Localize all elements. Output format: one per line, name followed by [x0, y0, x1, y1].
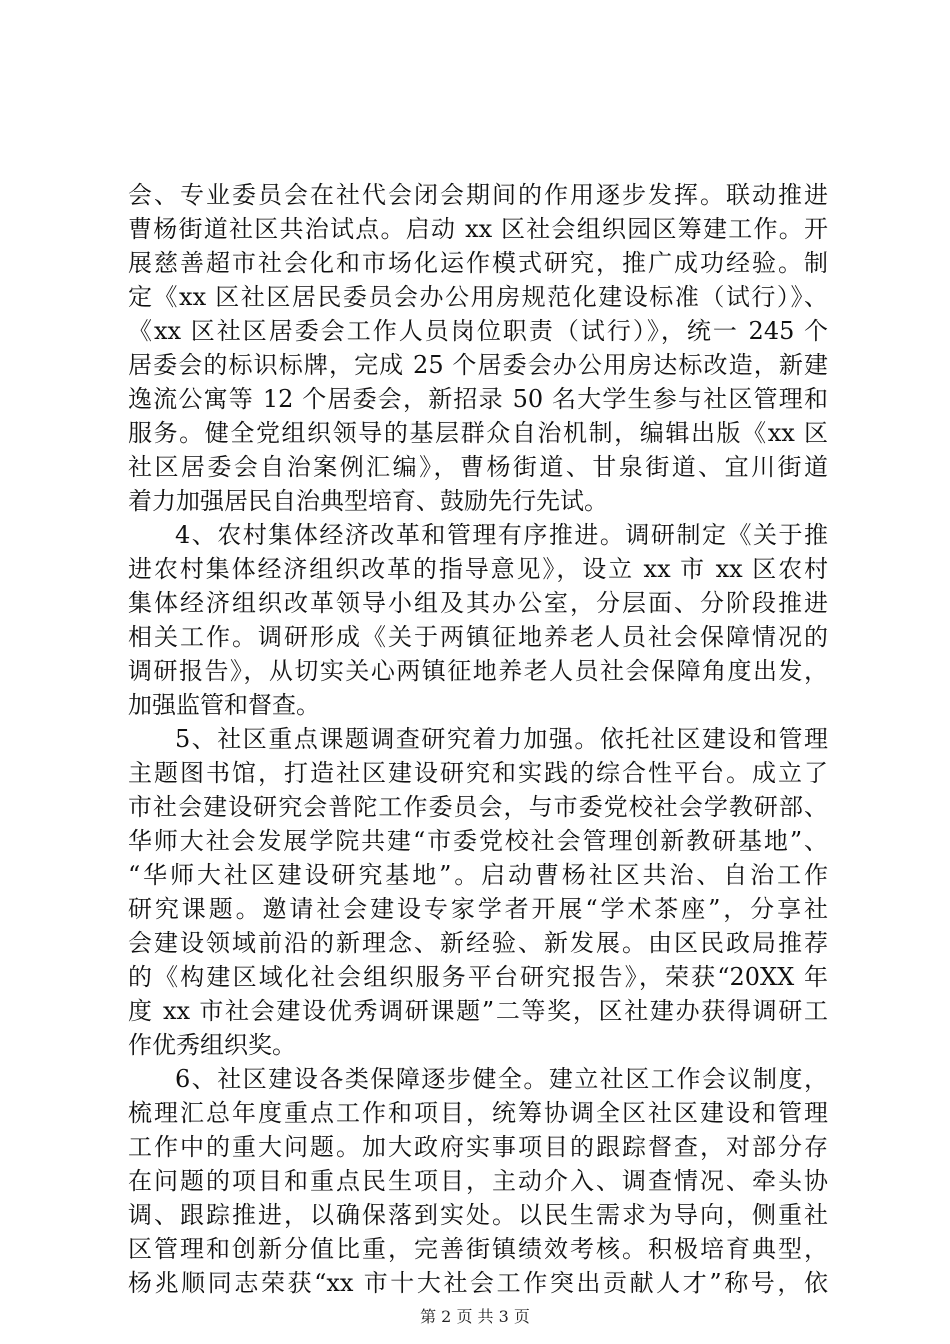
text-line: 逸流公寓等 12 个居委会，新招录 50 名大学生参与社区管理和	[128, 385, 828, 413]
text-line: 居委会的标识标牌，完成 25 个居委会办公用房达标改造，新建	[128, 351, 828, 379]
text-line: 在问题的项目和重点民生项目，主动介入、调查情况、牵头协	[128, 1167, 828, 1195]
page-footer: 第 2 页 共 3 页	[420, 1307, 530, 1326]
paragraph-first-line: 5、社区重点课题调查研究着力加强。依托社区建设和管理	[175, 725, 828, 753]
text-line: 杨兆顺同志荣获“xx 市十大社会工作突出贡献人才”称号，依	[128, 1269, 828, 1297]
text-line: “华师大社区建设研究基地”。启动曹杨社区共治、自治工作	[128, 861, 828, 889]
text-line: 进农村集体经济组织改革的指导意见》，设立 xx 市 xx 区农村	[128, 555, 828, 583]
text-line: 展慈善超市社会化和市场化运作模式研究，推广成功经验。制	[128, 249, 828, 277]
text-line: 区管理和创新分值比重，完善街镇绩效考核。积极培育典型，	[128, 1235, 828, 1263]
text-line: 会建设领域前沿的新理念、新经验、新发展。由区民政局推荐	[128, 929, 828, 957]
text-line: 《xx 区社区居委会工作人员岗位职责（试行）》，统一 245 个	[128, 317, 828, 345]
text-line: 着力加强居民自治典型培育、鼓励先行先试。	[128, 487, 608, 515]
text-line: 调、跟踪推进，以确保落到实处。以民生需求为导向，侧重社	[128, 1201, 828, 1229]
paragraph-first-line: 4、农村集体经济改革和管理有序推进。调研制定《关于推	[175, 521, 828, 549]
text-line: 的《构建区域化社会组织服务平台研究报告》，荣获“20XX 年	[128, 963, 828, 991]
paragraph-first-line: 6、社区建设各类保障逐步健全。建立社区工作会议制度，	[175, 1065, 828, 1093]
text-line: 研究课题。邀请社会建设专家学者开展“学术茶座”，分享社	[128, 895, 828, 923]
text-line: 度 xx 市社会建设优秀调研课题”二等奖，区社建办获得调研工	[128, 997, 828, 1025]
text-line: 主题图书馆，打造社区建设研究和实践的综合性平台。成立了	[128, 759, 828, 787]
text-line: 梳理汇总年度重点工作和项目，统筹协调全区社区建设和管理	[128, 1099, 828, 1127]
text-line: 服务。健全党组织领导的基层群众自治机制，编辑出版《xx 区	[128, 419, 828, 447]
text-line: 工作中的重大问题。加大政府实事项目的跟踪督查，对部分存	[128, 1133, 828, 1161]
text-line: 曹杨街道社区共治试点。启动 xx 区社会组织园区筹建工作。开	[128, 215, 828, 243]
text-line: 加强监管和督查。	[128, 691, 320, 719]
text-line: 定《xx 区社区居民委员会办公用房规范化建设标准（试行）》、	[128, 283, 828, 311]
text-line: 社区居委会自治案例汇编》，曹杨街道、甘泉街道、宜川街道	[128, 453, 828, 481]
text-line: 集体经济组织改革领导小组及其办公室，分层面、分阶段推进	[128, 589, 828, 617]
text-line: 相关工作。调研形成《关于两镇征地养老人员社会保障情况的	[128, 623, 828, 651]
text-line: 作优秀组织奖。	[128, 1031, 296, 1059]
text-line: 华师大社会发展学院共建“市委党校社会管理创新教研基地”、	[128, 827, 828, 855]
text-line: 市社会建设研究会普陀工作委员会，与市委党校社会学教研部、	[128, 793, 828, 821]
text-line: 会、专业委员会在社代会闭会期间的作用逐步发挥。联动推进	[128, 181, 828, 209]
text-line: 调研报告》，从切实关心两镇征地养老人员社会保障角度出发，	[128, 657, 828, 685]
